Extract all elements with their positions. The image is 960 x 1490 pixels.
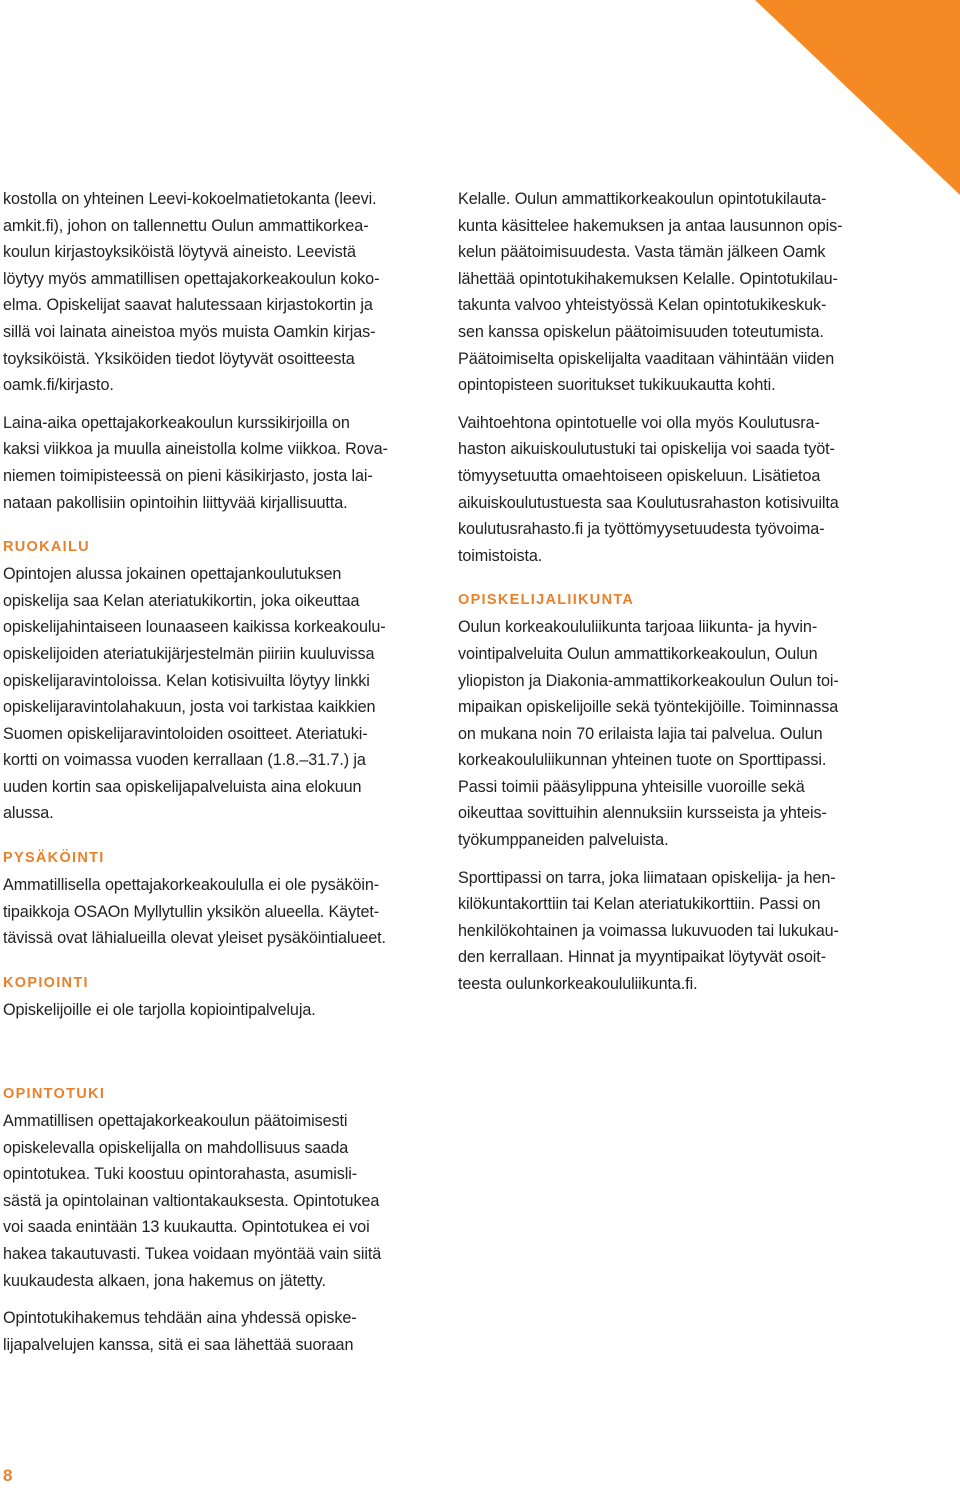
pysakointi-text: Ammatillisella opettajakorkeakoululla ei ole pysäköin- tipaikkoja OSAOn Myllytullin yksikön alueella. Käytet- tävissä ovat lähialueilla olevat yleiset pysäköintialueet. — [3, 876, 386, 948]
corner-decoration — [755, 0, 960, 195]
bottom-left-column — [3, 1084, 431, 1369]
page-number: 8 — [3, 1466, 13, 1485]
kela-paragraph: Kelalle. Oulun ammattikorkeakoulun opintotukilauta- kunta käsittelee hakemuksen ja antaa lausunnon opis- kelun päätoimisuudesta. Vasta tämän jälkeen Oamk lähettää opintotukihakemuksen Kelalle. Opintotukilau- takunta valvoo yhteistyössä Kelan opintotukikeskuk- sen kanssa opiskelun päätoimisuuden toteutumista. Päätoimiselta opiskelijalta vaaditaan vähintään viiden opintopisteen suoritukset tukikuukautta kohti. — [458, 190, 843, 395]
opintotuki-text: Ammatillisen opettajakorkeakoulun päätoimisesti opiskelevalla opiskelijalla on mahdollisuus saada opintotukea. Tuki koostuu opintorahasta, asumisli- sästä ja opintolainan valtiontakauksesta. Opintotukea voi saada enintään 13 kuukautta. Opintotukea ei voi hakea takautuvasti. Tukea voidaan myöntää vain siitä kuukaudesta alkaen, jona hakemus on jätetty. — [3, 1112, 382, 1290]
ruokailu-heading: RUOKAILU — [3, 539, 90, 556]
kopiointi-text: Opiskelijoille ei ole tarjolla kopiointipalveluja. — [3, 1000, 316, 1019]
alternatives-paragraph: Vaihtoehtona opintotuelle voi olla myös Koulutusra- haston aikuiskoulutustuki tai opiskelija voi saada työt- tömyysetuutta omaehtoiseen opiskeluun. Lisätietoa aikuiskoulutustuesta saa Koulutusrahaston kotisivuilta koulutusrahasto.fi ja työttömyysetuudesta työvoima- toimistoista. — [458, 413, 839, 565]
right-column — [458, 186, 886, 1009]
pysakointi-heading: PYSÄKÖINTI — [3, 850, 105, 867]
opintotuki-heading: OPINTOTUKI — [3, 1086, 106, 1102]
sporttipassi-paragraph: Sporttipassi on tarra, joka liimataan opiskelija- ja hen- kilökuntakorttiin tai Kelan ateriatukikorttiin. Passi on henkilökohtainen ja voimassa lukuvuoden tai lukukau- den kerrallaan. Hinnat ja myyntipaikat löytyvät osoit- teesta oulunkorkeakoululiikunta.fi. — [458, 868, 839, 994]
kopiointi-heading: KOPIOINTI — [3, 974, 89, 991]
library-paragraph: kostolla on yhteinen Leevi-kokoelmatietokanta (leevi. amkit.fi), johon on tallennettu Oulun ammattikorkea- koulun kirjastoyksiköistä löytyvä aineisto. Leevistä löytyy myös ammatillisen opettajakorkeakoulun koko- elma. Opiskelijat saavat halutessaan kirjastokortin ja sillä voi lainata aineistoa myös muista Oamkin kirjas- toyksiköistä. Yksiköiden tiedot löytyvät osoitteesta oamk.fi/kirjasto. — [3, 190, 380, 395]
ruokailu-text: Opintojen alussa jokainen opettajankoulutuksen opiskelija saa Kelan ateriatukikortin, joka oikeuttaa opiskelijahintaiseen lounaaseen kaikissa korkeakoulu- opiskelijoiden ateriatukijärjestelmän piiriin kuuluvissa opiskelijaravintoloissa. Kelan kotisivuilta löytyy linkki opiskelijaravintolahakuun, josta voi tarkistaa kaikkien Suomen opiskelijaravintoloiden osoitteet. Ateriatuki- kortti on voimassa vuoden kerrallaan (1.8.–31.7.) ja uuden kortin saa opiskelijapalveluista aina elokuun alussa. — [3, 565, 386, 823]
left-column — [3, 186, 431, 1034]
opintotuki-application-paragraph: Opintotukihakemus tehdään aina yhdessä opiske- lijapalvelujen kanssa, sitä ei saa lähettää suoraan — [3, 1309, 357, 1354]
liikunta-text: Oulun korkeakoululiikunta tarjoaa liikunta- ja hyvin- vointipalveluita Oulun ammattikorkeakoulun, Oulun yliopiston ja Diakonia-ammattikorkeakoulun Oulun toi- mipaikan opiskelijoille sekä työntekijöille. Toiminnassa on mukana noin 70 erilaista lajia tai palvelua. Oulun korkeakoululiikunnan yhteinen tuote on Sporttipassi. Passi toimii pääsylippuna yhteisille vuoroille sekä oikeuttaa sovittuihin alennuksiin kursseista ja yhteis- työkumppaneiden palveluista. — [458, 618, 839, 850]
loan-period-paragraph: Laina-aika opettajakorkeakoulun kurssikirjoilla on kaksi viikkoa ja muulla aineistolla kolme viikkoa. Rova- niemen toimipisteessä on pieni käsikirjasto, josta lai- nataan pakollisiin opintoihin liittyvää kirjallisuutta. — [3, 413, 388, 512]
liikunta-heading: OPISKELIJALIIKUNTA — [458, 592, 635, 609]
